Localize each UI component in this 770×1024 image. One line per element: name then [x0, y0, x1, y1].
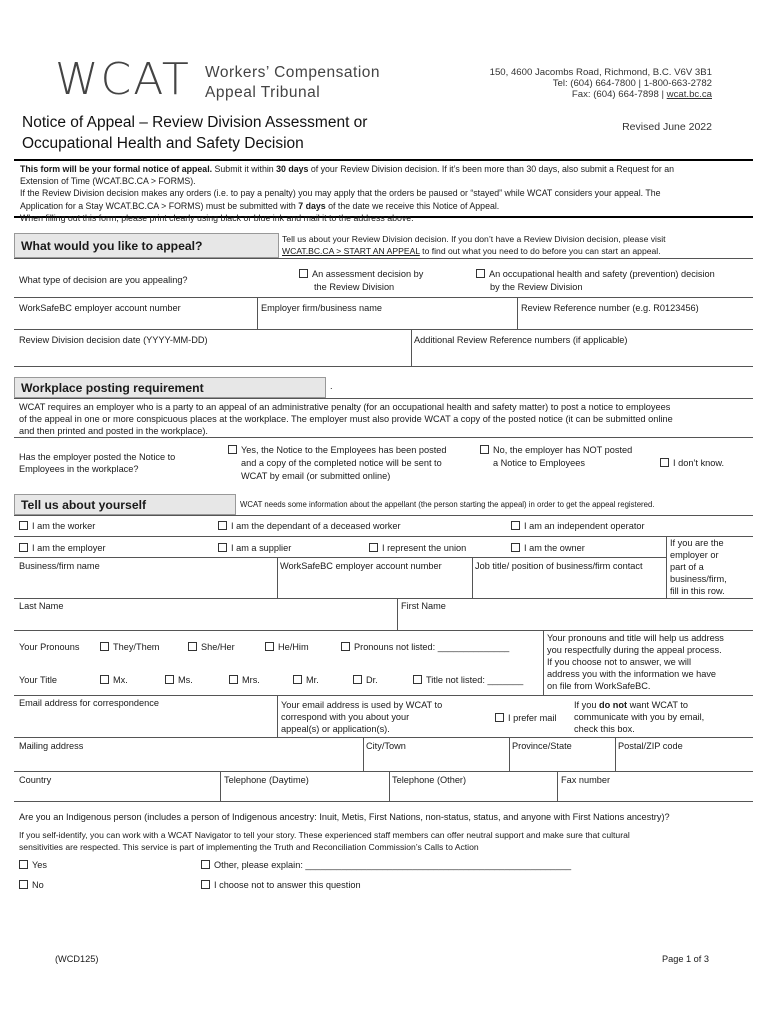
pronoun-note: Your pronouns and title will help us address you respectfully during the appeal process. If you choose not to answer, we will address you with the information we have on file from WorkSafeBC. [547, 633, 724, 691]
title-not-listed-option[interactable]: Title not listed: _______ [413, 674, 523, 686]
business-name-field[interactable]: Business/firm name [19, 561, 100, 571]
checkbox[interactable] [660, 458, 669, 467]
title-mx-option[interactable]: Mx. [100, 674, 128, 686]
pronoun-he-option[interactable]: He/Him [265, 641, 309, 653]
org-name [205, 63, 380, 103]
address-line: 150, 4600 Jacombs Road, Richmond, B.C. V6V 3B1 [489, 67, 712, 78]
checkbox[interactable] [299, 269, 308, 278]
checkbox[interactable] [228, 445, 237, 454]
last-name-field[interactable]: Last Name [19, 601, 64, 611]
decision-type-label: What type of decision are you appealing? [19, 275, 188, 285]
checkbox[interactable] [201, 860, 210, 869]
posted-dont-know-option[interactable]: I don’t know. [660, 457, 724, 469]
checkbox[interactable] [218, 521, 227, 530]
mail-note: If you do not want WCAT to communicate with you by email, check this box. [574, 700, 705, 734]
pronoun-they-option[interactable]: They/Them [100, 641, 159, 653]
city-field[interactable]: City/Town [366, 741, 406, 751]
pronouns-label: Your Pronouns [19, 642, 80, 652]
checkbox[interactable] [19, 521, 28, 530]
indigenous-question: Are you an Indigenous person (includes a person of Indigenous ancestry: Inuit, Metis, First Nations, non-status, status, and anyone with First Nations ancestry)? [19, 812, 670, 822]
posted-yes-option[interactable]: Yes, the Notice to the Employees has been posted [228, 444, 447, 456]
org-name-line2: Appeal Tribunal [205, 84, 321, 101]
checkbox[interactable] [165, 675, 174, 684]
phone-daytime-field[interactable]: Telephone (Daytime) [224, 775, 309, 785]
owner-option[interactable]: I am the owner [511, 542, 585, 554]
checkbox[interactable] [353, 675, 362, 684]
email-note: Your email address is used by WCAT to correspond with you about your appeal(s) or application(s). [281, 700, 443, 734]
intro-line4: Application for a Stay WCAT.BC.CA > FORMS) must be submitted with 7 days of the date we receive this Notice of Appeal. [20, 200, 500, 211]
page-number: Page 1 of 3 [662, 954, 709, 964]
posted-no-option[interactable]: No, the employer has NOT posted [480, 444, 632, 456]
website-link[interactable]: wcat.bc.ca [666, 89, 712, 100]
checkbox[interactable] [100, 642, 109, 651]
start-appeal-link[interactable]: WCAT.BC.CA > START AN APPEAL [282, 245, 420, 256]
org-name-line1: Workers’ Compensation [205, 64, 381, 81]
title-dr-option[interactable]: Dr. [353, 674, 378, 686]
intro-line3: If the Review Division decision makes any orders (i.e. to pay a penalty) you may apply that the orders be paused or “stayed” while WCAT considers your appeal. The [20, 188, 661, 199]
page-title: Notice of Appeal – Review Division Assessment or Occupational Health and Safety Decision [22, 114, 368, 152]
employer-option[interactable]: I am the employer [19, 542, 106, 554]
assessment-decision-option[interactable]: An assessment decision by [299, 268, 423, 280]
navigator-note: If you self-identify, you can work with a WCAT Navigator to tell your story. These experienced staff members can offer neutral support and make sure that cultural sensitivities are respected. This service is part of implementing the Truth and Reconciliation Commission’s Calls to Action [19, 830, 630, 852]
employer-account-field[interactable]: WorkSafeBC employer account number [19, 303, 181, 313]
country-field[interactable]: Country [19, 775, 52, 785]
checkbox[interactable] [476, 269, 485, 278]
supplier-option[interactable]: I am a supplier [218, 542, 291, 554]
indigenous-decline-option[interactable]: I choose not to answer this question [201, 879, 361, 891]
appeal-note: Tell us about your Review Division decision. If you don’t have a Review Division decision, please visit WCAT.BC.CA > START AN APPEAL to find out what you need to do before you can start an appeal. [282, 234, 666, 256]
form-code: (WCD125) [55, 954, 99, 964]
prefer-mail-option[interactable]: I prefer mail [495, 712, 557, 724]
title-ms-option[interactable]: Ms. [165, 674, 193, 686]
title-label: Your Title [19, 675, 57, 685]
email-field[interactable]: Email address for correspondence [19, 698, 159, 708]
pronoun-she-option[interactable]: She/Her [188, 641, 235, 653]
business-row-note: If you are the employer or part of a business/firm, fill in this row. [670, 538, 727, 596]
posting-body: WCAT requires an employer who is a party to an appeal of an administrative penalty (for an occupational health and safety matter) to post a notice to employees of the appeal in one or more conspicuous places at the workplace. The employer must also provide WCAT a copy of the posted notice (it can be submitted online and then printed and posted in the workplace). [19, 402, 673, 436]
checkbox[interactable] [19, 543, 28, 552]
checkbox[interactable] [511, 543, 520, 552]
indigenous-other-option[interactable]: Other, please explain: ____________________________________________________ [201, 859, 571, 871]
checkbox[interactable] [341, 642, 350, 651]
indigenous-yes-option[interactable]: Yes [19, 859, 47, 871]
checkbox[interactable] [19, 880, 28, 889]
decision-date-field[interactable]: Review Division decision date (YYYY-MM-DD) [19, 335, 208, 345]
contact-address [490, 67, 712, 100]
checkbox[interactable] [293, 675, 302, 684]
title-mrs-option[interactable]: Mrs. [229, 674, 260, 686]
phone-line: Tel: (604) 664-7800 | 1-800-663-2782 [552, 78, 712, 89]
posting-heading: Workplace posting requirement [14, 377, 326, 398]
wcat-logo: WCAT [55, 54, 191, 105]
first-name-field[interactable]: First Name [401, 601, 446, 611]
review-reference-field[interactable]: Review Reference number (e.g. R0123456) [521, 303, 699, 313]
worker-option[interactable]: I am the worker [19, 520, 95, 532]
intro-line5: When filling out this form, please print clearly using black or blue ink and mail it to the address above. [20, 212, 414, 223]
checkbox[interactable] [369, 543, 378, 552]
intro-box [14, 159, 753, 223]
employer-firm-field[interactable]: Employer firm/business name [261, 303, 383, 313]
checkbox[interactable] [229, 675, 238, 684]
mailing-address-field[interactable]: Mailing address [19, 741, 84, 751]
ohs-decision-option[interactable]: An occupational health and safety (prevention) decision [476, 268, 715, 280]
business-account-field[interactable]: WorkSafeBC employer account number [280, 561, 442, 571]
dependant-option[interactable]: I am the dependant of a deceased worker [218, 520, 401, 532]
job-title-field[interactable]: Job title/ position of business/firm contact [475, 561, 643, 571]
checkbox[interactable] [201, 880, 210, 889]
posting-question: Has the employer posted the Notice to Employees in the workplace? [19, 452, 176, 474]
appeal-heading: What would you like to appeal? [14, 233, 279, 258]
checkbox[interactable] [100, 675, 109, 684]
intro-line1: This form will be your formal notice of appeal. Submit it within 30 days of your Review Division decision. If it’s been more than 30 days, also submit a Request for an [20, 164, 675, 174]
union-option[interactable]: I represent the union [369, 542, 466, 554]
checkbox[interactable] [188, 642, 197, 651]
checkbox[interactable] [511, 521, 520, 530]
checkbox[interactable] [218, 543, 227, 552]
yourself-heading: Tell us about yourself [14, 494, 236, 515]
yourself-note: WCAT needs some information about the appellant (the person starting the appeal) in order to get the appeal registered. [240, 500, 655, 509]
independent-operator-option[interactable]: I am an independent operator [511, 520, 645, 532]
postal-code-field[interactable]: Postal/ZIP code [618, 741, 683, 751]
pronoun-not-listed-option[interactable]: Pronouns not listed: ______________ [341, 641, 509, 653]
checkbox[interactable] [265, 642, 274, 651]
fax-line: Fax: (604) 664-7898 | wcat.bc.ca [571, 89, 712, 100]
checkbox[interactable] [480, 445, 489, 454]
fax-field[interactable]: Fax number [561, 775, 611, 785]
indigenous-no-option[interactable]: No [19, 879, 44, 891]
title-mr-option[interactable]: Mr. [293, 674, 319, 686]
additional-references-field[interactable]: Additional Review Reference numbers (if applicable) [414, 335, 628, 345]
checkbox[interactable] [495, 713, 504, 722]
phone-other-field[interactable]: Telephone (Other) [392, 775, 467, 785]
revision-date: Revised June 2022 [622, 121, 712, 133]
province-field[interactable]: Province/State [512, 741, 572, 751]
intro-line2: Extension of Time (WCAT.BC.CA > FORMS). [20, 176, 196, 187]
checkbox[interactable] [19, 860, 28, 869]
checkbox[interactable] [413, 675, 422, 684]
